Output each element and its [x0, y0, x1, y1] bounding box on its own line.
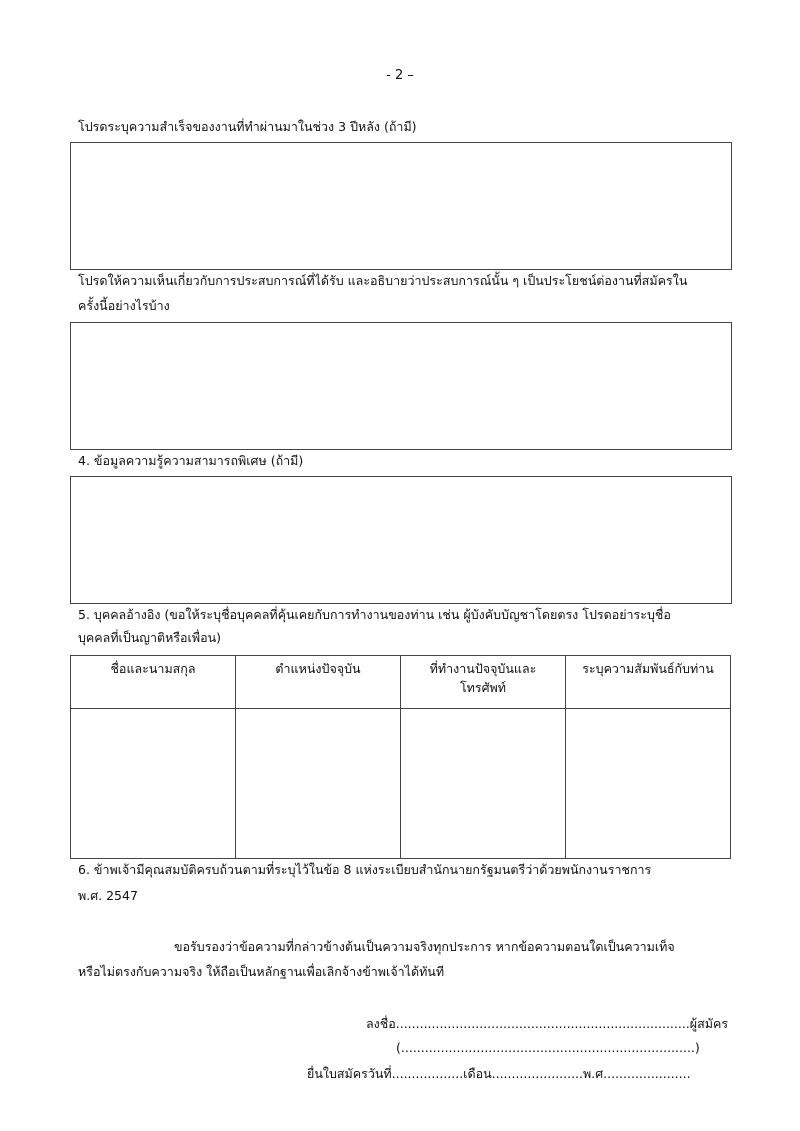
reference-name-cell[interactable]: [71, 709, 236, 859]
experience-box[interactable]: [70, 322, 732, 450]
qualification-line1: 6. ข้าพเจ้ามีคุณสมบัติครบถ้วนตามที่ระบุไว้ในข้อ 8 แห่งระเบียบสำนักนายกรัฐมนตรีว่าด้วยพนักงานราชการ: [78, 862, 652, 877]
table-row: [71, 709, 731, 859]
skills-label: 4. ข้อมูลความรู้ความสามารถพิเศษ (ถ้ามี): [78, 453, 304, 468]
reference-workplace-cell[interactable]: [401, 709, 566, 859]
column-header-position: ตำแหน่งปัจจุบัน: [236, 656, 401, 709]
references-label-line1: 5. บุคคลอ้างอิง (ขอให้ระบุชื่อบุคคลที่คุ้นเคยกับการทำงานของท่าน เช่น ผู้บังคับบัญชาโดยตรง โปรดอย่าระบุชื่อ: [78, 607, 671, 622]
references-table-header: [71, 656, 731, 709]
signature-name-line[interactable]: (..........................................................................): [396, 1040, 700, 1055]
references-table: [70, 655, 731, 859]
application-date-line[interactable]: ยื่นใบสมัครวันที่..................เดือน.......................พ.ศ......................: [307, 1066, 691, 1081]
reference-relationship-cell[interactable]: [566, 709, 731, 859]
references-label-line2: บุคคลที่เป็นญาติหรือเพื่อน): [78, 630, 221, 645]
page-number: - 2 –: [386, 68, 414, 83]
qualification-line2: พ.ศ. 2547: [78, 888, 138, 903]
column-header-relationship: ระบุความสัมพันธ์กับท่าน: [566, 656, 731, 709]
experience-label-line2: ครั้งนี้อย่างไรบ้าง: [78, 298, 170, 313]
signature-line[interactable]: ลงชื่อ..........................................................................ผู้สมัคร: [366, 1016, 729, 1031]
certification-line2: หรือไม่ตรงกับความจริง ให้ถือเป็นหลักฐานเพื่อเลิกจ้างข้าพเจ้าได้ทันที: [78, 964, 445, 979]
certification-line1: ขอรับรองว่าข้อความที่กล่าวข้างต้นเป็นความจริงทุกประการ หากข้อความตอนใดเป็นความเท็จ: [174, 939, 675, 954]
achievements-box[interactable]: [70, 142, 732, 270]
skills-box[interactable]: [70, 476, 732, 604]
achievements-label: โปรดระบุความสำเร็จของงานที่ทำผ่านมาในช่วง 3 ปีหลัง (ถ้ามี): [78, 119, 417, 134]
experience-label-line1: โปรดให้ความเห็นเกี่ยวกับการประสบการณ์ที่ได้รับ และอธิบายว่าประสบการณ์นั้น ๆ เป็นประโยชน์ต่องานที่สมัครใน: [78, 273, 688, 288]
column-header-name: ชื่อและนามสกุล: [71, 656, 236, 709]
reference-position-cell[interactable]: [236, 709, 401, 859]
column-header-workplace: ที่ทำงานปัจจุบันและ โทรศัพท์: [401, 656, 566, 709]
